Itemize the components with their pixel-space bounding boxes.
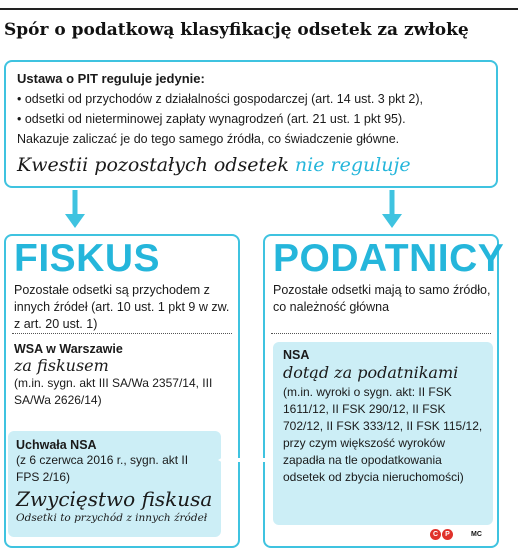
law-summary-box: [4, 60, 498, 188]
nsa-heading: NSA: [283, 348, 310, 362]
arrow-down-right-icon: [380, 190, 404, 230]
law-conclusion-highlight: nie reguluje: [294, 154, 411, 176]
podatnicy-description: Pozostałe odsetki mają to samo źródło, co należność główna: [273, 283, 491, 314]
wsa-heading: WSA w Warszawie: [14, 342, 123, 356]
arrow-left-icon: [218, 452, 272, 468]
top-rule: [0, 8, 518, 10]
uchwala-heading: Uchwała NSA: [16, 438, 97, 452]
publisher-logo: [430, 529, 453, 540]
law-note: Nakazuje zaliczać je do tego samego źródła, co świadczenie główne.: [17, 132, 400, 146]
uchwala-nsa-box: [8, 431, 221, 537]
fiskus-column: [4, 234, 240, 548]
wsa-verdict: za fiskusem: [14, 356, 109, 375]
fiskus-title: FISKUS: [14, 237, 161, 280]
law-conclusion: [17, 149, 496, 181]
uchwala-summary: Odsetki to przychód z innych źródeł: [16, 512, 208, 524]
logo-p-icon: P: [442, 529, 453, 540]
fiskus-divider: [12, 333, 232, 334]
nsa-references: (m.in. wyroki o sygn. akt: II FSK 1611/12, II FSK 290/12, II FSK 702/12, II FSK 333/12, II FSK 115/12, przy czym większość wyroków zapadła na tle opodatkowania odsetek od zbycia nieruchomości): [283, 385, 483, 484]
law-bullet-2: • odsetki od nieterminowej zapłaty wynagrodzeń (art. 21 ust. 1 pkt 95).: [17, 112, 406, 126]
author-initials: MC: [471, 531, 482, 538]
uchwala-verdict: Zwycięstwo fiskusa: [16, 487, 213, 511]
page-title: Spór o podatkową klasyfikację odsetek za zwłokę: [4, 20, 469, 40]
podatnicy-column: [263, 234, 505, 548]
nsa-verdict: dotąd za podatnikami: [283, 363, 459, 382]
law-heading: Ustawa o PIT reguluje jedynie:: [17, 71, 205, 86]
uchwala-reference: (z 6 czerwca 2016 r., sygn. akt II FPS 2/16): [16, 453, 189, 484]
logo-c-icon: C: [430, 529, 441, 540]
fiskus-description: Pozostałe odsetki są przychodem z innych źródeł (art. 10 ust. 1 pkt 9 w zw. z art. 20 ust. 1): [14, 283, 230, 331]
podatnicy-title: PODATNICY: [273, 237, 505, 280]
law-conclusion-text: Kwestii pozostałych odsetek: [17, 154, 289, 176]
wsa-section: [14, 342, 236, 409]
wsa-references: (m.in. sygn. akt III SA/Wa 2357/14, III SA/Wa 2626/14): [14, 376, 213, 407]
podatnicy-divider: [271, 333, 491, 334]
nsa-box: [273, 342, 493, 525]
law-bullet-1: • odsetki od przychodów z działalności gospodarczej (art. 14 ust. 3 pkt 2),: [17, 92, 423, 106]
arrow-down-left-icon: [63, 190, 87, 230]
